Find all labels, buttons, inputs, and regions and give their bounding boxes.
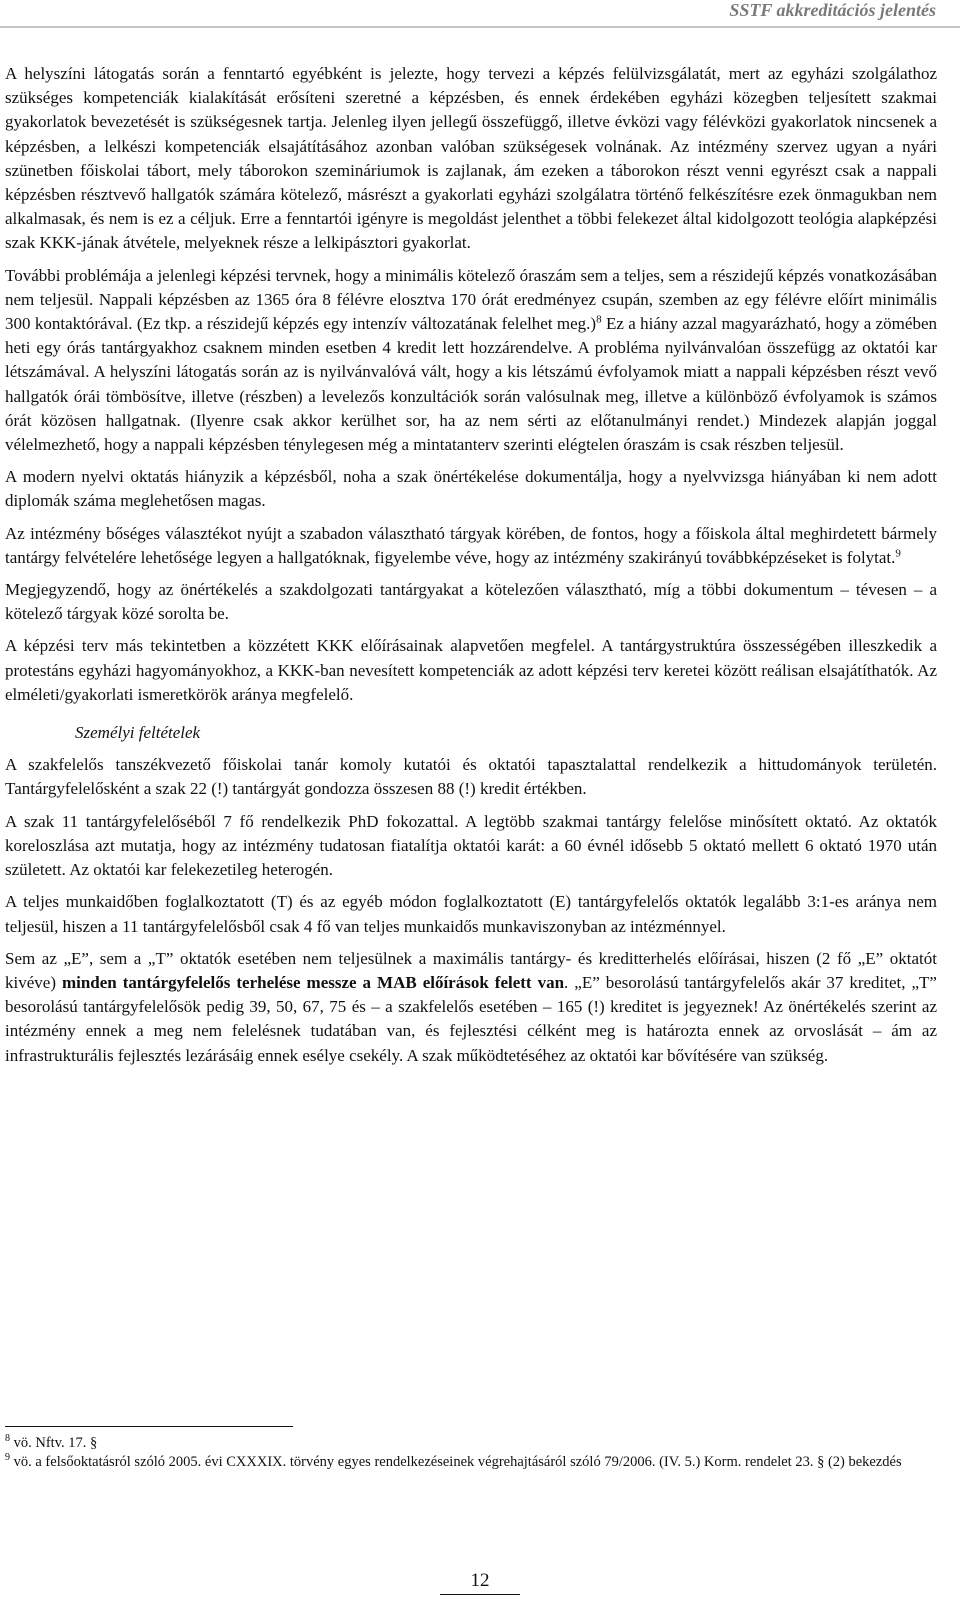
paragraph-text: Sem az „E”, sem a „T” oktatók esetében nem teljesülnek a maximális tantárgy- és kreditterhelés előírásai, hiszen (2 fő „E” oktatót kivéve) bbox=[5, 948, 937, 992]
page-number-rule bbox=[440, 1594, 520, 1595]
footnote-separator bbox=[5, 1426, 293, 1427]
paragraph: A teljes munkaidőben foglalkoztatott (T) és az egyéb módon foglalkoztatott (E) tantárgyfelelős oktatók legalább 3:1-es aránya nem teljesül, hiszen a 11 tantárgyfelelősből csak 4 fő van teljes munkaidős munkaviszonyban az intézménnyel. bbox=[5, 892, 937, 936]
page-number: 12 bbox=[470, 1570, 490, 1591]
running-header: SSTF akkreditációs jelentés bbox=[729, 0, 936, 20]
paragraph-text: . „E” besorolású tantárgyfelelős akár 37 kreditet, „T” besorolású tantárgyfelelősök pedig 39, 50, 67, 75 és – a szakfelelős esetében – 165 (!) kreditet is jegyeznek! Az önértékelés szerint az intézmény ennek a meg nem felelésnek tudatában van, és fejlesztési célként meg is határozta ennek az orvoslását – ám az infrastrukturális fejlesztés lezárásáig ennek esélye csekély. A szak működtetéséhez az oktatói kar bővítésére van szükség. bbox=[5, 972, 937, 1065]
document-body bbox=[5, 62, 937, 1076]
paragraph: A szakfelelős tanszékvezető főiskolai tanár komoly kutatói és oktatói tapasztalattal rendelkezik a hittudományok területén. Tantárgyfelelősként a szak 22 (!) tantárgyát gondozza összesen 88 (!) kredit értékben. bbox=[5, 755, 937, 799]
paragraph: A képzési terv más tekintetben a közzétett KKK előírásainak alapvetően megfelel. A tantárgystruktúra összességében illeszkedik a protestáns egyházi hagyományokhoz, a KKK-ban nevesített kompetenciák az adott képzési terv keretei között reálisan elsajátíthatók. Az elméleti/gyakorlati ismeretkörök aránya megfelelő. bbox=[5, 636, 937, 704]
section-subheading: Személyi feltételek bbox=[75, 723, 201, 743]
footnote bbox=[5, 1453, 937, 1472]
footnote-number: 8 bbox=[5, 1433, 10, 1445]
paragraph: A modern nyelvi oktatás hiányzik a képzésből, noha a szak önértékelése dokumentálja, hogy a nyelvvizsga hiányában ki nem adott diplomák száma meglehetősen magas. bbox=[5, 467, 937, 511]
paragraph: A szak 11 tantárgyfelelőséből 7 fő rendelkezik PhD fokozattal. A legtöbb szakmai tantárgy felelőse minősített oktató. Az oktatók koreloszlása azt mutatja, hogy az intézmény tudatosan fiatalítja oktatói karát: a 60 évnél idősebb 5 oktató mellett 6 oktató 1970 után született. Az oktatói kar felekezetileg heterogén. bbox=[5, 811, 937, 880]
paragraph bbox=[5, 264, 937, 458]
header-rule bbox=[0, 26, 960, 28]
footnote-ref: 9 bbox=[895, 547, 901, 560]
paragraph: Megjegyzendő, hogy az önértékelés a szakdolgozati tantárgyakat a kötelezően választható, míg a többi dokumentum – tévesen – a kötelező tárgyak közé sorolta be. bbox=[5, 580, 937, 624]
paragraph-text: További problémája a jelenlegi képzési tervnek, hogy a minimális kötelező óraszám sem a teljes, sem a részidejű képzés vonatkozásában nem teljesül. Nappali képzésben az 1365 óra 8 félévre elosztva 170 órát eredményez csupán, szemben az egy félévre előírt minimális 300 kontaktórával. (Ez tkp. a részidejű képzés egy intenzív változatának felelhet meg.) bbox=[5, 265, 937, 334]
paragraph-text: Ez a hiány azzal magyarázható, hogy a zömében heti egy órás tantárgyakhoz csaknem minden esetben 4 kredit lett hozzárendelve. A probléma nyilvánvalóan összefügg az oktatói kar létszámával. A helyszíni látogatás során az is nyilvánvalóvá vált, hogy a kis létszámú évfolyamok miatt a nappali képzésben részt vevő hallgatók órái tömbösítve, illetve (részben) a levelezős konzultációk során valósulnak meg, illetve a különböző évfolyamok is számos órát közösen hallgatnak. (Ilyenre csak akkor kerülhet sor, ha az nem sérti az előtanulmányi rendet.) Mindezek alapján joggal vélelmezhető, hogy a nappali képzésben ténylegesen még a mintatanterv szerinti elégtelen óraszám is csak részben teljesül. bbox=[5, 314, 937, 455]
footnote-text: vö. a felsőoktatásról szóló 2005. évi CXXXIX. törvény egyes rendelkezéseinek végrehajtásáról szóló 79/2006. (IV. 5.) Korm. rendelet 23. § (2) bekezdés bbox=[13, 1454, 902, 1470]
footnotes bbox=[5, 1434, 937, 1472]
footnote bbox=[5, 1434, 937, 1453]
footnote-number: 9 bbox=[5, 1452, 10, 1464]
paragraph bbox=[5, 947, 937, 1068]
paragraph bbox=[5, 522, 937, 570]
emphasis-text: minden tantárgyfelelős terhelése messze a MAB előírások felett van bbox=[61, 972, 565, 992]
footnote-ref: 8 bbox=[596, 313, 602, 326]
paragraph: A helyszíni látogatás során a fenntartó egyébként is jelezte, hogy tervezi a képzés felülvizsgálatát, mert az egyházi szolgálathoz szükséges kompetenciák kialakítását erősíteni szeretné a képzésben, és ennek érdekében egyházi közegben teljesített szakmai gyakorlatok bevezetését is szükségesnek tartja. Jelenleg ilyen jellegű összefüggő, illetve évközi vagy félévközi gyakorlatok nincsenek a képzésben, a lelkészi kompetenciák elsajátításához azonban valóban szükségesek volnának. Az intézmény szervez ugyan a nyári szünetben főiskolai tábort, mely táborokon szemináriumok is zajlanak, ám ezeken a táborokon részt venni egyrészt csak a nappali képzésben résztvevő hallgatók számára kötelező, másrészt a gyakorlati egyházi szolgálatra történő felkészítésre ezek önmagukban nem alkalmasak, és nem is ez a céljuk. Erre a fenntartói igényre is megoldást jelenthet a többi felekezet által kidolgozott teológia alapképzési szak KKK-jának átvétele, melyeknek része a lelkipásztori gyakorlat. bbox=[5, 64, 937, 253]
paragraph-text: Az intézmény bőséges választékot nyújt a szabadon választható tárgyak körében, de fontos, hogy a főiskola által meghirdetett bármely tantárgy felvételére lehetősége legyen a hallgatóknak, figyelembe véve, hogy az intézmény szakirányú továbbképzéseket is folytat. bbox=[5, 523, 937, 567]
footnote-text: vö. Nftv. 17. § bbox=[13, 1435, 98, 1451]
